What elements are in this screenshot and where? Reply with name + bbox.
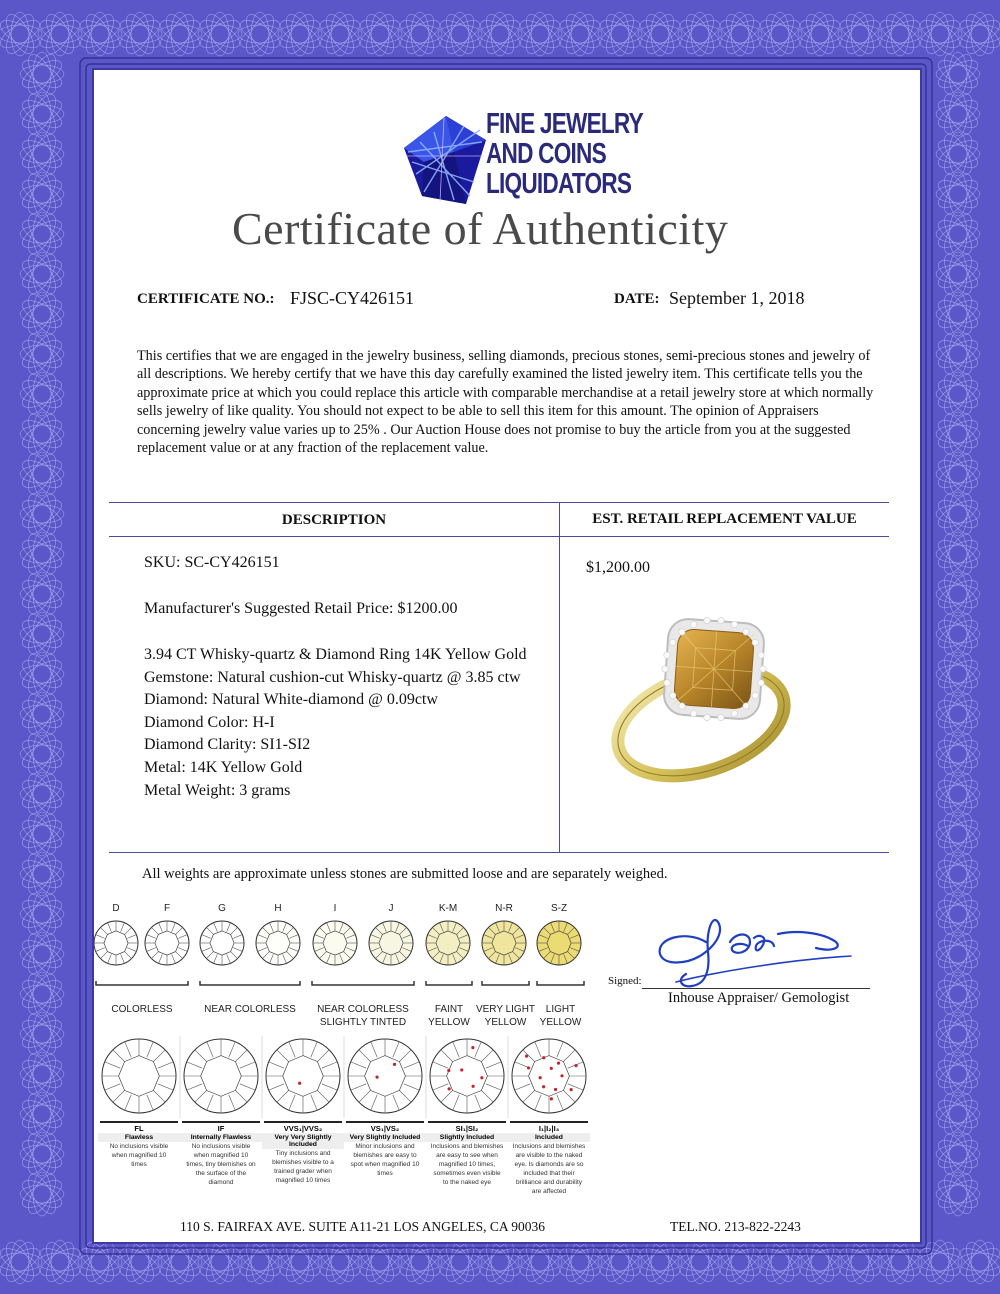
halo-diamond bbox=[690, 710, 696, 716]
table-header-rule bbox=[109, 536, 889, 537]
certification-statement: This certifies that we are engaged in the jewelry business, selling diamonds, precious stones, semi-precious stones and jewelry of all descriptions. We hereby certify that we have this day carefully examined the listed jewelry item. This certificate tells you the approximate price at which you could replace this article with comparable merchandise at a retail jewelry store at which normally sells jewelry of like quality. You should not expect to be able to sell this item for this amount. The opinion of Appraisers concerning jewelry value varies up to 25% . Our Auction House does not promise to buy the article from you at the suggested replacement value or at any fraction of the replacement value. bbox=[137, 348, 874, 457]
inclusion-mark bbox=[472, 1085, 475, 1088]
inclusion-mark bbox=[448, 1087, 451, 1090]
color-grade-diamond bbox=[256, 921, 300, 965]
color-grade-diamond bbox=[313, 921, 357, 965]
clarity-grade-name: Slightly Included bbox=[426, 1133, 508, 1142]
halo-diamond bbox=[670, 692, 676, 698]
gem-logo-icon bbox=[394, 112, 494, 212]
color-group-label: LIGHT YELLOW bbox=[539, 1004, 582, 1028]
clarity-grade-code: FL bbox=[134, 1124, 144, 1133]
inclusion-mark bbox=[542, 1056, 545, 1059]
color-grade-letter: K-M bbox=[438, 903, 458, 914]
clarity-grade-description: No inclusions visible when magnified 10 times, tiny blemishes on the surface of the diamond bbox=[186, 1143, 256, 1186]
clarity-grade-description: Minor inclusions and blemishes are easy to spot when magnified 10 times bbox=[350, 1143, 420, 1177]
clarity-grade-description: No inclusions visible when magnified 10 times bbox=[109, 1143, 169, 1168]
logo-line-2: AND COINS bbox=[486, 138, 606, 170]
page-title: Certificate of Authenticity bbox=[232, 203, 729, 254]
inclusion-mark bbox=[550, 1097, 553, 1100]
clarity-grade-column bbox=[180, 1124, 262, 1187]
color-grade-diamond bbox=[537, 921, 581, 965]
inclusion-mark bbox=[480, 1076, 483, 1079]
table-column-divider bbox=[559, 502, 560, 852]
halo-diamond bbox=[664, 652, 670, 658]
halo-diamond bbox=[704, 617, 710, 623]
clarity-grade-name: Internally Flawless bbox=[180, 1133, 262, 1142]
inclusion-mark bbox=[550, 1067, 553, 1070]
clarity-grade-diamond bbox=[266, 1039, 340, 1113]
inclusion-mark bbox=[554, 1088, 557, 1091]
color-grade-letter: H bbox=[274, 903, 282, 914]
table-bottom-rule bbox=[109, 852, 889, 853]
table-top-rule bbox=[109, 502, 889, 503]
color-group-label: VERY LIGHT YELLOW bbox=[475, 1004, 536, 1028]
signed-label: Signed: bbox=[608, 975, 642, 987]
color-grade-diamond bbox=[200, 921, 244, 965]
halo-diamond bbox=[752, 692, 758, 698]
halo-diamond bbox=[718, 617, 724, 623]
certificate-sheet bbox=[94, 70, 920, 1242]
color-group-bracket bbox=[426, 981, 472, 985]
clarity-grade-code: IF bbox=[217, 1124, 225, 1133]
halo-diamond bbox=[743, 703, 749, 709]
color-group-label: NEAR COLORLESS bbox=[204, 1004, 296, 1015]
color-group-bracket bbox=[312, 981, 414, 985]
color-group-label: FAINT YELLOW bbox=[428, 1004, 470, 1028]
weights-note: All weights are approximate unless stones are submitted loose and are separately weighed. bbox=[142, 866, 668, 882]
halo-diamond bbox=[704, 714, 710, 720]
color-group-label: COLORLESS bbox=[111, 1004, 173, 1015]
inclusion-mark bbox=[525, 1054, 528, 1057]
msrp: Manufacturer's Suggested Retail Price: $1200.00 bbox=[144, 600, 458, 617]
halo-diamond bbox=[731, 621, 737, 627]
signer-title: Inhouse Appraiser/ Gemologist bbox=[668, 990, 850, 1006]
description-column-header: DESCRIPTION bbox=[281, 512, 387, 528]
color-grade-letter: I bbox=[333, 903, 337, 914]
clarity-grade-diamond bbox=[512, 1039, 586, 1113]
halo-diamond bbox=[743, 629, 749, 635]
clarity-grade-description: Inclusions and blemishes are visible to the naked eye. Is diamonds are so included that their brilliance and durability are affected bbox=[512, 1143, 586, 1195]
inclusion-mark bbox=[460, 1068, 463, 1071]
inclusion-mark bbox=[574, 1064, 577, 1067]
clarity-grade-column bbox=[262, 1124, 344, 1185]
item-detail-line: Metal Weight: 3 grams bbox=[144, 781, 291, 799]
color-grade-letter: J bbox=[388, 903, 394, 914]
inclusion-mark bbox=[375, 1076, 378, 1079]
color-group-bracket bbox=[482, 981, 529, 985]
color-grade-diamond bbox=[369, 921, 413, 965]
color-grade-letter: D bbox=[112, 903, 120, 914]
value-column-header: EST. RETAIL REPLACEMENT VALUE bbox=[592, 511, 857, 527]
item-detail-line: Diamond Color: H-I bbox=[144, 713, 275, 731]
item-detail-line: Diamond Clarity: SI1-SI2 bbox=[144, 736, 311, 754]
item-detail-line: Diamond: Natural White-diamond @ 0.09ctw bbox=[144, 691, 438, 709]
color-grade-diamond bbox=[482, 921, 526, 965]
color-grade-letter: F bbox=[163, 903, 171, 914]
halo-diamond bbox=[758, 652, 764, 658]
halo-diamond bbox=[760, 666, 766, 672]
clarity-grade-description: Tiny inclusions and blemishes visible to a trained grader when magnified 10 times bbox=[272, 1150, 334, 1184]
color-grade-letter: G bbox=[218, 903, 226, 914]
color-grade-letter: S-Z bbox=[550, 903, 568, 914]
clarity-grade-diamond bbox=[102, 1039, 176, 1113]
halo-diamond bbox=[664, 680, 670, 686]
footer-address: 110 S. FAIRFAX AVE. SUITE A11-21 LOS ANGELES, CA 90036 bbox=[180, 1219, 546, 1234]
clarity-grade-code: SI₁|SI₂ bbox=[455, 1124, 479, 1133]
inclusion-mark bbox=[447, 1069, 450, 1072]
item-detail-line: Metal: 14K Yellow Gold bbox=[144, 758, 303, 776]
clarity-grade-code: VVS₁|VVS₂ bbox=[283, 1124, 323, 1133]
color-group-bracket bbox=[96, 981, 188, 985]
inclusion-mark bbox=[539, 1076, 542, 1079]
handwritten-signature bbox=[646, 912, 866, 992]
inclusion-mark bbox=[560, 1074, 563, 1077]
inclusion-mark bbox=[393, 1063, 396, 1066]
clarity-grade-code: I₁|I₂|I₃ bbox=[538, 1124, 560, 1133]
inclusion-mark bbox=[298, 1082, 301, 1085]
logo-line-1: FINE JEWELRY bbox=[486, 108, 643, 140]
halo-diamond bbox=[690, 621, 696, 627]
color-grade-diamond bbox=[94, 921, 138, 965]
color-grade-diamond bbox=[145, 921, 189, 965]
inclusion-mark bbox=[527, 1066, 530, 1069]
halo-diamond bbox=[718, 714, 724, 720]
color-grade-diamond bbox=[426, 921, 470, 965]
item-detail-line: Gemstone: Natural cushion-cut Whisky-quartz @ 3.85 ctw bbox=[144, 668, 521, 686]
clarity-grade-diamond bbox=[430, 1039, 504, 1113]
halo-diamond bbox=[662, 666, 668, 672]
sku: SKU: SC-CY426151 bbox=[144, 554, 280, 571]
certificate-date: September 1, 2018 bbox=[669, 288, 805, 308]
color-group-bracket bbox=[537, 981, 584, 985]
clarity-grade-diamond bbox=[348, 1039, 422, 1113]
replacement-value: $1,200.00 bbox=[586, 559, 650, 576]
item-detail-line: 3.94 CT Whisky-quartz & Diamond Ring 14K Yellow Gold bbox=[144, 646, 527, 663]
clarity-grade-diamond bbox=[184, 1039, 258, 1113]
clarity-grade-column bbox=[508, 1124, 590, 1196]
item-details bbox=[144, 644, 527, 802]
clarity-grade-column bbox=[98, 1124, 180, 1169]
clarity-grade-name: Included bbox=[508, 1133, 590, 1142]
inclusion-mark bbox=[542, 1085, 545, 1088]
inclusion-mark bbox=[557, 1062, 560, 1065]
clarity-grade-code: VS₁|VS₂ bbox=[370, 1124, 400, 1133]
clarity-grade-name: Flawless bbox=[98, 1133, 180, 1142]
footer-phone: TEL.NO. 213-822-2243 bbox=[670, 1219, 801, 1234]
halo-diamond bbox=[679, 629, 685, 635]
clarity-grade-name: Very Slightly Included bbox=[344, 1133, 426, 1142]
certificate-number: FJSC-CY426151 bbox=[290, 288, 415, 308]
color-group-label: NEAR COLORLESS SLIGHTLY TINTED bbox=[317, 1004, 409, 1028]
clarity-grade-chart bbox=[94, 1032, 594, 1128]
logo-line-3: LIQUIDATORS bbox=[486, 168, 632, 200]
clarity-grade-column bbox=[426, 1124, 508, 1187]
halo-diamond bbox=[731, 710, 737, 716]
ring-image bbox=[606, 605, 806, 785]
halo-diamond bbox=[758, 680, 764, 686]
inclusion-mark bbox=[570, 1088, 573, 1091]
certificate-number-label: CERTIFICATE NO.: bbox=[137, 291, 275, 307]
clarity-grade-column bbox=[344, 1124, 426, 1178]
halo-diamond bbox=[679, 703, 685, 709]
halo-diamond bbox=[670, 639, 676, 645]
color-grade-letter: N-R bbox=[495, 903, 513, 914]
date-label: DATE: bbox=[614, 291, 660, 307]
clarity-grade-name: Very Very Slightly Included bbox=[262, 1133, 344, 1149]
halo-diamond bbox=[752, 639, 758, 645]
clarity-grade-description: Inclusions and blemishes are easy to see when magnified 10 times, sometimes even visible to the naked eye bbox=[430, 1143, 504, 1186]
inclusion-mark bbox=[471, 1046, 474, 1049]
color-group-bracket bbox=[200, 981, 300, 985]
